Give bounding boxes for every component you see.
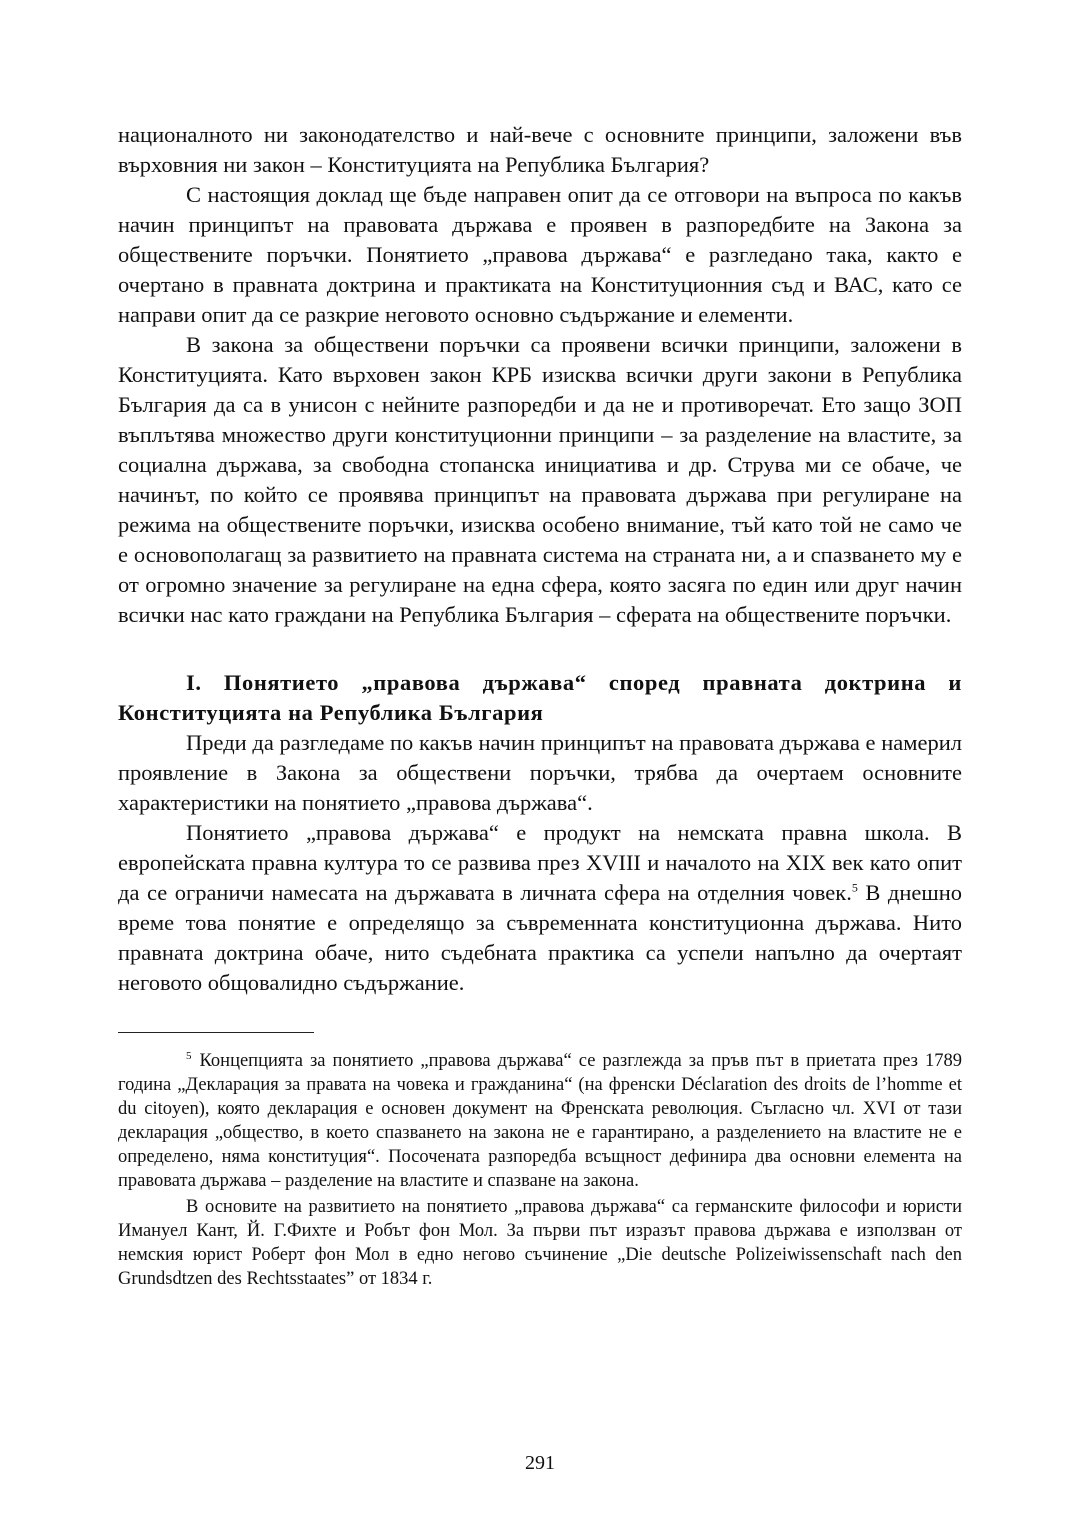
paragraph-constitution-principles: В закона за обществени поръчки са проявени всички принципи, заложени в Конституцията. Като върховен закон КРБ изисква всички други закони в Република България да са в унисон с нейните разпоредби и да не и противоречат. Ето защо ЗОП въплътява множество други конституционни принципи – за разделение на властите, за социална държава, за свободна стопанска инициатива и др. Струва ми се обаче, че начинът, по който се проявява принципът на правовата държава при регулиране на режима на обществените поръчки, изисква особено внимание, тъй като той не само че е основополагащ за развитието на правната система на страната ни, а и спазването му е от огромно значение за регулиране на една сфера, която засяга по един или друг начин всички нас като граждани на Република България – сферата на обществените поръчки.: [118, 332, 962, 627]
page-number: 291: [525, 1452, 555, 1474]
footnote-separator: [118, 1032, 314, 1033]
footnote-5-paragraph-2: В основите на развитието на понятието „правова държава“ са германските философи и юристи Имануел Кант, Й. Г.Фихте и Робът фон Мол. За първи път изразът правова държава е използван от немския юрист Роберт фон Мол в едно негово съчинение „Die deutsche Polizeiwissenschaft nach den Grundsdtzen des Rechtsstaates” от 1834 г.: [118, 1197, 962, 1289]
footnote-number: 5: [186, 1049, 192, 1062]
paragraph-german-school: [118, 818, 962, 998]
paragraph-continuation: националното ни законодателство и най-вече с основните принципи, заложени във върховния ни закон – Конституцията на Република България?: [118, 122, 962, 177]
footnote-reference: 5: [851, 880, 858, 895]
paragraph-text-end: В днешно време това понятие е определящо за съвременната конституционна държава. Нито правната доктрина обаче, нито съдебната практика са успели напълно да очертаят неговото общовалидно съдържание.: [118, 880, 962, 995]
paragraph-text-start: Понятието „правова държава“ е продукт на немската правна школа. В европейската правна култура то се развива през XVIII и началото на XIX век като опит да се ограничи намесата на държавата в личната сфера на отделния човек.: [118, 820, 962, 905]
footnote-text: Концепцията за понятието „правова държава“ се разглежда за пръв път в приетата през 1789 година „Декларация за правата на човека и гражданина“ (на френски Déclaration des droits de l’homme et du citoyen), която декларация е основен документ на Френската революция. Съгласно чл. XVI от тази декларация „общество, в което спазването на закона не е гарантирано, а разделението на властите не е определено, няма конституция“. Посочената разпоредба всъщност дефинира два основни елемента на правовата държава – разделение на властите и спазване на закона.: [118, 1051, 962, 1191]
footnote-5-paragraph-1: [118, 1049, 962, 1193]
body-text: [118, 120, 962, 630]
paragraph-report-purpose: С настоящия доклад ще бъде направен опит да се отговори на въпроса по какъв начин принципът на правовата държава е проявен в разпоредбите на Закона за обществените поръчки. Понятието „правова държава“ е разгледано така, както е очертано в правната доктрина и практиката на Конституционния съд и ВАС, като се направи опит да се разкрие неговото основно съдържание и елементи.: [118, 182, 962, 327]
footnotes: [118, 1049, 962, 1291]
section-body: [118, 728, 962, 998]
section-heading: І. Понятието „правова държава“ според правната доктрина и Конституцията на Република България: [118, 670, 962, 725]
page-content: [118, 120, 962, 1291]
paragraph-characteristics: Преди да разгледаме по какъв начин принципът на правовата държава е намерил проявление в Закона за обществени поръчки, трябва да очертаем основните характеристики на понятието „правова държава“.: [118, 730, 962, 815]
